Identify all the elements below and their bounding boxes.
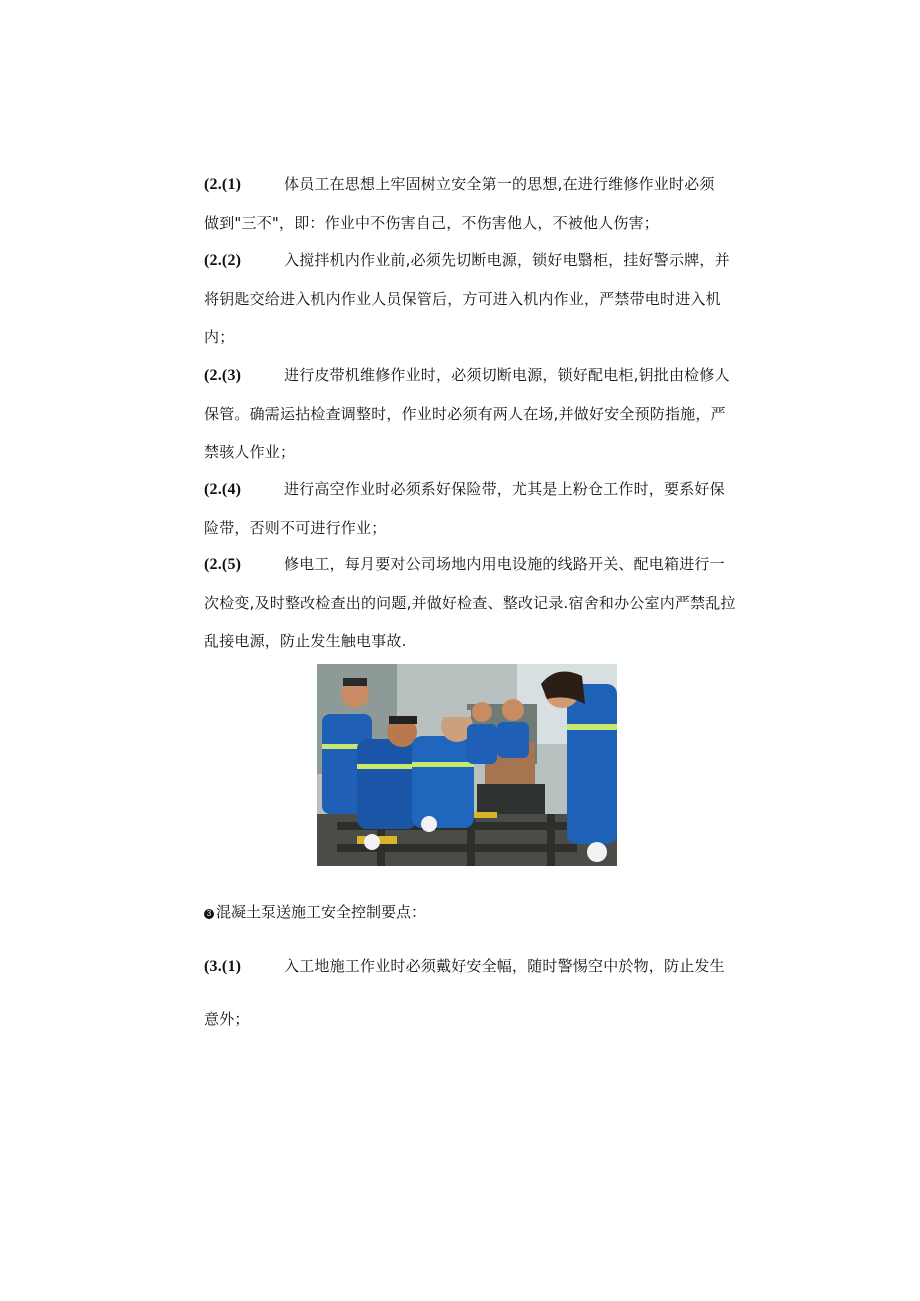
paragraph-line: 将钥匙交给进入机内作业人员保管后，方可进入机内作业，严禁带电时进入机 <box>204 290 721 308</box>
paragraph-line: 做到"三不"，即：作业中不伤害自己，不伤害他人，不被他人伤害； <box>204 214 660 232</box>
paragraph-2-2 <box>204 241 740 356</box>
item-number: (2.(1) <box>204 176 242 193</box>
paragraph-line: 进行高空作业时必须系好保险带，尤其是上粉仓工作时，要系好保 <box>284 480 725 498</box>
numbered-bullet-icon: 3 <box>204 909 214 919</box>
paragraph-line: 意外； <box>204 1010 250 1028</box>
paragraph-2-5 <box>204 545 740 660</box>
paragraph-2-3 <box>204 356 740 471</box>
paragraph-line: 入搅拌机内作业前,必须先切断电源，锁好电翳柜，挂好警示牌，并 <box>284 251 730 269</box>
workers-photo-icon <box>317 664 617 866</box>
section-3-heading <box>204 900 426 924</box>
paragraph-line: 进行皮带机维修作业时，必须切断电源，锁好配电柜,钥批由检修人 <box>284 366 730 384</box>
paragraph-2-1 <box>204 165 740 242</box>
paragraph-line: 体员工在思想上牢固树立安全第一的思想,在进行维修作业时必须 <box>284 175 715 193</box>
paragraph-2-4 <box>204 470 740 547</box>
paragraph-line: 保管。确需运拈检查调整时，作业时必须有两人在场,并做好安全预防指施，严 <box>204 405 726 423</box>
item-number: (2.(5) <box>204 556 242 573</box>
item-number: (2.(2) <box>204 252 242 269</box>
paragraph-line: 修电工，每月要对公司场地内用电设施的线路开关、配电箱进行一 <box>284 555 725 573</box>
paragraph-3-1 <box>204 940 740 1045</box>
item-number: (2.(3) <box>204 367 242 384</box>
item-number: (2.(4) <box>204 481 242 498</box>
paragraph-line: 险带，否则不可进行作业； <box>204 519 387 537</box>
paragraph-line: 禁骇人作业； <box>204 443 296 461</box>
section-3-title: 混凝土泵送施工安全控制要点： <box>216 903 427 921</box>
paragraph-line: 乱接电源，防止发生触电事故. <box>204 632 407 650</box>
item-number: (3.(1) <box>204 958 242 975</box>
workers-photo <box>317 664 617 866</box>
paragraph-line: 次检变,及时整改检查出的问题,并做好检查、整改记录.宿舍和办公室内严禁乱拉 <box>204 594 736 612</box>
paragraph-line: 入工地施工作业时必须戴好安全幅，随时警惕空中於物，防止发生 <box>284 957 725 975</box>
paragraph-line: 内； <box>204 328 235 346</box>
